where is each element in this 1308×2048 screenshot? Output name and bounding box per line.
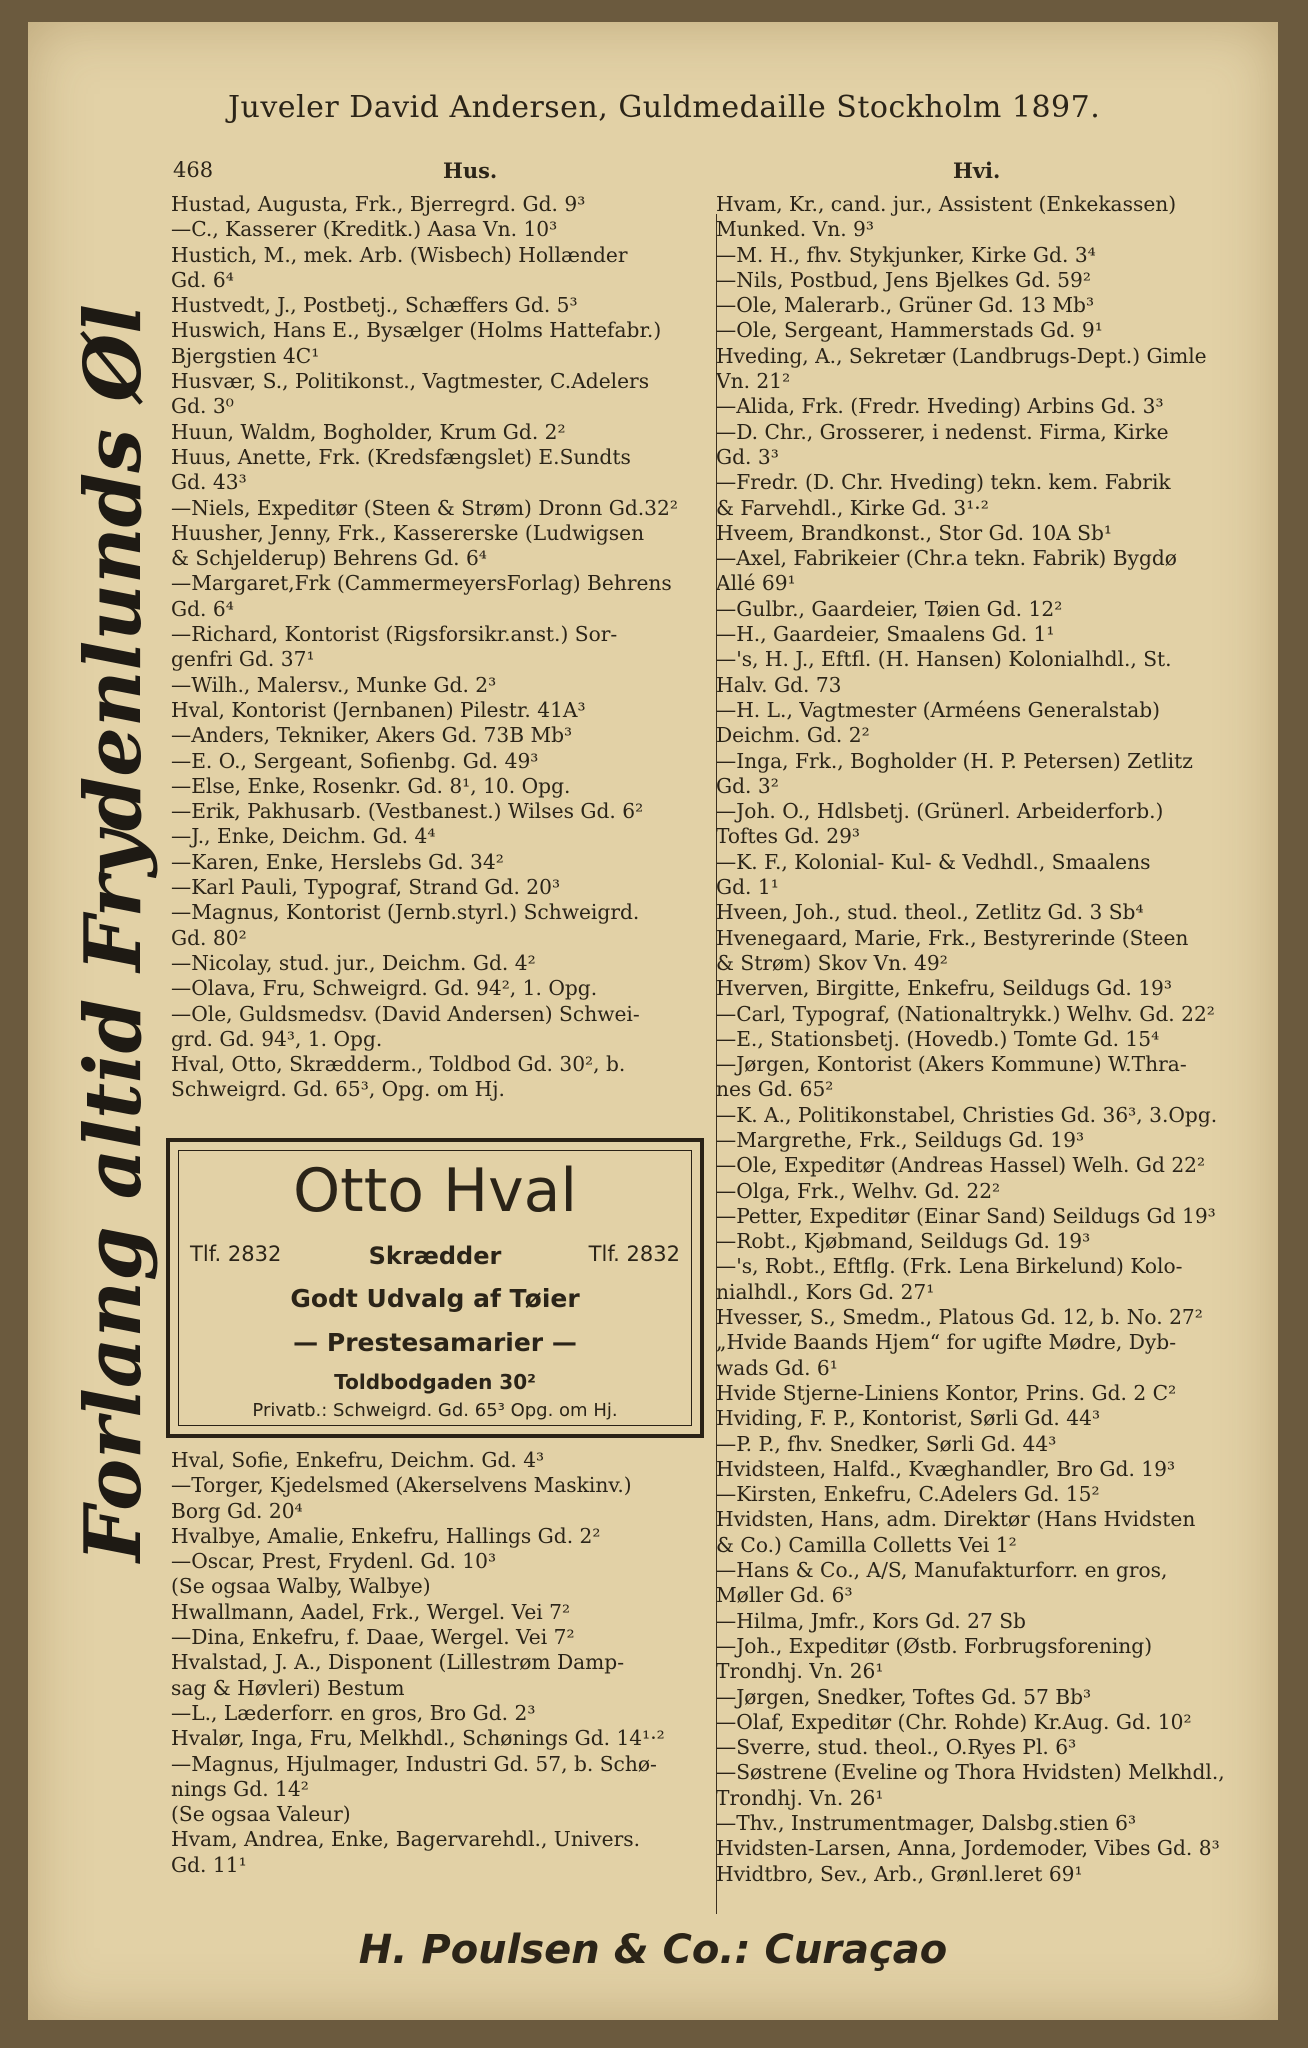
directory-entry-line: —Axel, Fabrikeier (Chr.a tekn. Fabrik) Bygdø [716,546,1177,571]
directory-entry-line: genfri Gd. 37¹ [171,647,315,672]
directory-entry-line: Hustvedt, J., Postbetj., Schæffers Gd. 5³ [171,293,578,318]
directory-entry-line: Hvidsteen, Halfd., Kvæghandler, Bro Gd. 19³ [716,1456,1176,1481]
directory-entry-line: Gd. 11¹ [171,1852,247,1877]
directory-entry-line: —Robt., Kjøbmand, Seildugs Gd. 19³ [716,1229,1091,1254]
directory-entry-line: nialhdl., Kors Gd. 27¹ [716,1279,935,1304]
right-column-heading: Hvi. [953,158,1001,183]
directory-entry-line: —Else, Enke, Rosenkr. Gd. 8¹, 10. Opg. [171,773,571,798]
directory-entry-line: —K. F., Kolonial- Kul- & Vedhdl., Smaalens [716,849,1151,874]
directory-entry-line: Husvær, S., Politikonst., Vagtmester, C.Adelers [171,369,650,394]
right-column [716,192,1261,1887]
directory-entry-line: Bjergstien 4C¹ [171,343,320,368]
footer-advertisement: H. Poulsen & Co.: Curaçao [358,1927,948,1973]
directory-entry-line: —Ole, Malerarb., Grüner Gd. 13 Mb³ [716,293,1095,318]
directory-entry-line: —Niels, Expeditør (Steen & Strøm) Dronn Gd.32² [171,495,678,520]
directory-entry-line: —Kirsten, Enkefru, C.Adelers Gd. 15² [716,1482,1100,1507]
directory-entry-line: —D. Chr., Grosserer, i nedenst. Firma, Kirke [716,419,1169,444]
directory-entry-line: —Magnus, Hjulmager, Industri Gd. 57, b. Schø- [171,1751,657,1776]
directory-entry-line: —Ole, Sergeant, Hammerstads Gd. 9¹ [716,318,1103,343]
ad-line-2: — Prestesamarier — [293,1328,577,1357]
directory-entry-line: —K. A., Politikonstabel, Christies Gd. 36³, 3.Opg. [716,1102,1218,1127]
directory-entry-line: wads Gd. 6¹ [716,1355,838,1380]
directory-entry-line: —Alida, Frk. (Fredr. Hveding) Arbins Gd. 3³ [716,394,1164,419]
directory-entry-line: —Carl, Typograf, (Nationaltrykk.) Welhv. Gd. 22² [716,1001,1215,1026]
directory-entry-line: & Co.) Camilla Colletts Vei 1² [716,1532,1017,1557]
directory-entry-line: —M. H., fhv. Stykjunker, Kirke Gd. 3⁴ [716,242,1096,267]
directory-entry-line: & Farvehdl., Kirke Gd. 3¹·² [716,495,989,520]
directory-entry-line: —Jørgen, Snedker, Toftes Gd. 57 Bb³ [716,1684,1092,1709]
directory-entry-line: —H., Gaardeier, Smaalens Gd. 1¹ [716,622,1055,647]
directory-entry-line: Gd. 80² [171,925,247,950]
left-column-heading: Hus. [443,158,498,183]
ad-phone-row [190,1242,680,1270]
directory-entry-line: Hverven, Birgitte, Enkefru, Seildugs Gd. 19³ [716,976,1172,1001]
directory-entry-line: —Joh., Expeditør (Østb. Forbrugsforening) [716,1633,1153,1658]
directory-entry-line: Hvidsten-Larsen, Anna, Jordemoder, Vibes Gd. 8³ [716,1836,1220,1861]
directory-entry-line: Trondhj. Vn. 26¹ [716,1659,884,1684]
directory-entry-line: Møller Gd. 6³ [716,1583,853,1608]
directory-entry-line: Halv. Gd. 73 [716,672,842,697]
directory-entry-line: Hvalør, Inga, Fru, Melkhdl., Schønings Gd. 14¹·² [171,1726,665,1751]
directory-entry-line: Deichm. Gd. 2² [716,723,870,748]
directory-entry-line: —E. O., Sergeant, Sofienbg. Gd. 49³ [171,748,539,773]
directory-entry-line: Munked. Vn. 9³ [716,217,874,242]
directory-entry-line: —Thv., Instrumentmager, Dalsbg.stien 6³ [716,1811,1137,1835]
directory-entry-line: —Olaf, Expeditør (Chr. Rohde) Kr.Aug. Gd. 10² [716,1709,1192,1734]
directory-entry-line: —Olga, Frk., Welhv. Gd. 22² [716,1178,1001,1203]
directory-entry-line: Gd. 6⁴ [171,267,234,292]
ad-phone-right: Tlf. 2832 [588,1242,680,1266]
page-number: 468 [173,158,214,182]
directory-entry-line: —Richard, Kontorist (Rigsforsikr.anst.) Sor- [171,622,618,647]
directory-entry-line: Hval, Otto, Skrædderm., Toldbod Gd. 30², b. [171,1052,626,1077]
directory-entry-line: & Schjelderup) Behrens Gd. 6⁴ [171,546,487,571]
directory-entry-line: —Petter, Expeditør (Einar Sand) Seildugs Gd 19³ [716,1203,1216,1228]
ad-trade: Skrædder [368,1242,502,1270]
directory-entry-line: —Ole, Guldsmedsv. (David Andersen) Schwei- [171,1001,640,1026]
directory-entry-line: —E., Stationsbetj. (Hovedb.) Tomte Gd. 15⁴ [716,1026,1160,1051]
ad-line-1: Godt Udvalg af Tøier [290,1284,580,1313]
directory-entry-line: —Dina, Enkefru, f. Daae, Wergel. Vei 7² [171,1625,575,1650]
directory-entry-line: —Magnus, Kontorist (Jernb.styrl.) Schweigrd. [171,900,640,925]
directory-entry-line: —Nils, Postbud, Jens Bjelkes Gd. 59² [716,267,1091,292]
left-column-bottom [171,1448,716,1878]
directory-entry-line: Vn. 21² [716,369,791,394]
directory-entry-line: —Margaret,Frk (CammermeyersForlag) Behrens [171,571,672,596]
directory-entry-line: —Karl Pauli, Typograf, Strand Gd. 20³ [171,875,561,900]
directory-entry-line: —Wilh., Malersv., Munke Gd. 2³ [171,672,497,697]
directory-entry-line: Hveding, A., Sekretær (Landbrugs-Dept.) Gimle [716,343,1207,368]
directory-entry-line: —Jørgen, Kontorist (Akers Kommune) W.Thra- [716,1052,1187,1077]
directory-entry-line: Hvam, Andrea, Enke, Bagervarehdl., Univers. [171,1827,641,1852]
directory-entry-line: —Inga, Frk., Bogholder (H. P. Petersen) Zetlitz [716,748,1193,773]
directory-entry-line: Trondhj. Vn. 26¹ [716,1785,884,1810]
ad-name: Otto Hval [292,1156,578,1226]
directory-entry-line: Gd. 3³ [716,444,779,469]
ad-phone-left: Tlf. 2832 [190,1242,282,1266]
directory-entry-line: nes Gd. 65² [716,1077,834,1102]
directory-entry-line: Schweigrd. Gd. 65³, Opg. om Hj. [171,1077,505,1102]
side-advertisement: Forlang altid Frydenlunds Øl [68,304,159,1562]
directory-entry-line: —C., Kasserer (Kreditk.) Aasa Vn. 10³ [171,217,558,242]
directory-entry-line: —Olava, Fru, Schweigrd. Gd. 94², 1. Opg. [171,976,598,1001]
directory-entry-line: Borg Gd. 20⁴ [171,1498,303,1523]
directory-entry-line: —J., Enke, Deichm. Gd. 4⁴ [171,824,436,849]
otto-hval-advertisement [166,1138,704,1438]
directory-entry-line: Gd. 6⁴ [171,596,234,621]
directory-page [28,22,1278,2020]
directory-entry-line: (Se ogsaa Walby, Walbye) [171,1574,431,1599]
directory-entry-line: Hwallmann, Aadel, Frk., Wergel. Vei 7² [171,1599,571,1624]
directory-entry-line: Gd. 3² [716,773,779,798]
directory-entry-line: —Margrethe, Frk., Seildugs Gd. 19³ [716,1127,1085,1152]
directory-entry-line: Hviding, F. P., Kontorist, Sørli Gd. 44³ [716,1406,1101,1431]
directory-entry-line: Hvam, Kr., cand. jur., Assistent (Enkekassen) [716,192,1177,216]
directory-entry-line: Hvidsten, Hans, adm. Direktør (Hans Hvidsten [716,1507,1196,1532]
directory-entry-line: Hvide Stjerne-Liniens Kontor, Prins. Gd. 2 C² [716,1380,1177,1405]
directory-entry-line: Hustich, M., mek. Arb. (Wisbech) Hollænder [171,242,628,267]
directory-entry-line: —Hans & Co., A/S, Manufakturforr. en gros, [716,1558,1168,1583]
directory-entry-line: grd. Gd. 94³, 1. Opg. [171,1026,383,1051]
directory-entry-line: —Erik, Pakhusarb. (Vestbanest.) Wilses Gd. 6² [171,799,644,824]
directory-entry-line: —Joh. O., Hdlsbetj. (Grünerl. Arbeiderforb.) [716,799,1164,824]
directory-entry-line: —Ole, Expeditør (Andreas Hassel) Welh. Gd 22² [716,1153,1206,1178]
directory-entry-line: —Anders, Tekniker, Akers Gd. 73B Mb³ [171,723,573,748]
directory-entry-line: —Sverre, stud. theol., O.Ryes Pl. 6³ [716,1735,1077,1760]
directory-entry-line: Huun, Waldm, Bogholder, Krum Gd. 2² [171,419,566,444]
directory-entry-line: Hveen, Joh., stud. theol., Zetlitz Gd. 3 Sb⁴ [716,900,1144,925]
directory-entry-line: —'s, H. J., Eftfl. (H. Hansen) Kolonialhdl., St. [716,647,1172,672]
directory-entry-line: —Torger, Kjedelsmed (Akerselvens Maskinv.) [171,1473,632,1498]
directory-entry-line: Toftes Gd. 29³ [716,824,861,849]
page-header-title: Juveler David Andersen, Guldmedaille Stockholm 1897. [228,90,1101,125]
directory-entry-line: —Hilma, Jmfr., Kors Gd. 27 Sb [716,1608,1026,1633]
directory-entry-line: Hval, Kontorist (Jernbanen) Pilestr. 41A³ [171,697,586,722]
left-column-top [171,192,716,1103]
directory-entry-line: Hvalstad, J. A., Disponent (Lillestrøm Damp- [171,1650,625,1675]
directory-entry-line: Hvenegaard, Marie, Frk., Bestyrerinde (Steen [716,925,1189,950]
directory-entry-line: Hvalbye, Amalie, Enkefru, Hallings Gd. 2² [171,1523,601,1548]
directory-entry-line: —Søstrene (Eveline og Thora Hvidsten) Melkhdl., [716,1760,1225,1785]
directory-entry-line: Hvidtbro, Sev., Arb., Grønl.leret 69¹ [716,1861,1083,1886]
directory-entry-line: —'s, Robt., Eftflg. (Frk. Lena Birkelund) Kolo- [716,1254,1183,1279]
directory-entry-line: Gd. 3⁰ [171,394,234,419]
directory-entry-line: —Fredr. (D. Chr. Hveding) tekn. kem. Fabrik [716,470,1171,495]
directory-entry-line: —H. L., Vagtmester (Arméens Generalstab) [716,697,1161,722]
directory-entry-line: —Karen, Enke, Herslebs Gd. 34² [171,849,504,874]
directory-entry-line: —P. P., fhv. Snedker, Sørli Gd. 44³ [716,1431,1057,1456]
directory-entry-line: Hvesser, S., Smedm., Platous Gd. 12, b. No. 27² [716,1305,1203,1330]
ad-line-3: Toldbodgaden 30² [334,1370,536,1394]
directory-entry-line: & Strøm) Skov Vn. 49² [716,950,948,975]
directory-entry-line: (Se ogsaa Valeur) [171,1802,351,1827]
directory-entry-line: Allé 69¹ [716,571,796,596]
directory-entry-line: Hustad, Augusta, Frk., Bjerregrd. Gd. 9³ [171,192,586,216]
directory-entry-line: —L., Læderforr. en gros, Bro Gd. 2³ [171,1700,536,1725]
directory-entry-line: Huusher, Jenny, Frk., Kassererske (Ludwigsen [171,520,645,545]
directory-entry-line: Huswich, Hans E., Bysælger (Holms Hattefabr.) [171,318,662,343]
directory-entry-line: „Hvide Baands Hjem“ for ugifte Mødre, Dyb- [716,1330,1177,1355]
directory-entry-line: —Oscar, Prest, Frydenl. Gd. 10³ [171,1549,497,1574]
ad-line-4: Privatb.: Schweigrd. Gd. 65³ Opg. om Hj. [252,1400,618,1421]
directory-entry-line: Gd. 43³ [171,470,247,495]
directory-entry-line: —Gulbr., Gaardeier, Tøien Gd. 12² [716,596,1063,621]
directory-entry-line: Hval, Sofie, Enkefru, Deichm. Gd. 4³ [171,1448,545,1472]
directory-entry-line: nings Gd. 14² [171,1776,309,1801]
directory-entry-line: Gd. 1¹ [716,875,779,900]
directory-entry-line: Hveem, Brandkonst., Stor Gd. 10A Sb¹ [716,520,1113,545]
directory-entry-line: sag & Høvleri) Bestum [171,1675,405,1700]
directory-entry-line: Huus, Anette, Frk. (Kredsfængslet) E.Sundts [171,444,631,469]
directory-entry-line: —Nicolay, stud. jur., Deichm. Gd. 4² [171,950,536,975]
